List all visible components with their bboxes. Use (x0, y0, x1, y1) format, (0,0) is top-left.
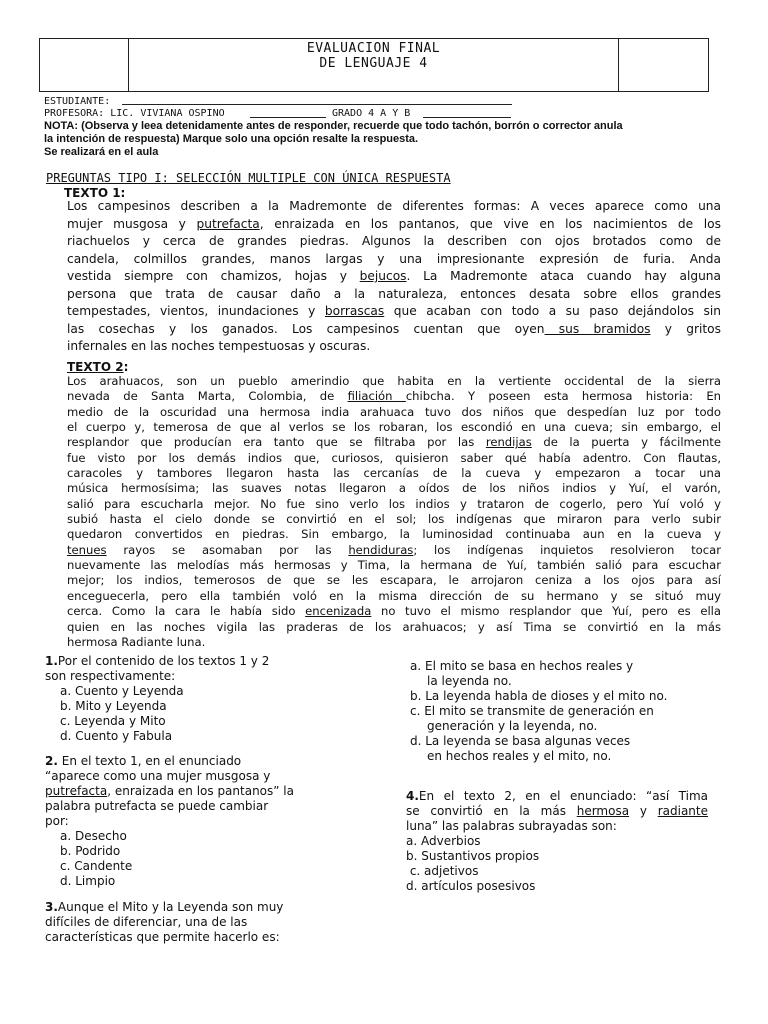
header-right-divider (618, 39, 619, 91)
texto2-line: caracoles y tambores llegaron hasta las cercanías de la cueva y empezaron a tocar una (67, 466, 721, 481)
texto2-line: enceguecerla, pero ella también voló en la misma dirección de su hermano y se situó muy (67, 588, 721, 603)
question-1 (45, 654, 375, 744)
texto2-line: hermosa Radiante luna. (67, 634, 206, 649)
question-number: 1. (45, 654, 58, 668)
texto1-line: vestida siempre con chamizos, hojas y bejucos. La Madremonte ataca cuando hay alguna (67, 269, 722, 283)
texto1-line: mujer musgosa y putrefacta, enraizada en los pantanos, que vive en los nacimientos de los (67, 216, 721, 231)
texto2-line: salió para escucharla mejor. No fue sino verlo los indios y trataron de cogerlo, pero Yuí voló y (67, 496, 721, 511)
nota-line: Se realizará en el aula (44, 146, 159, 158)
question-text: “aparece como una mujer musgosa y (45, 769, 271, 783)
underlined-word: putrefacta (45, 784, 108, 798)
underlined-word: radiante (657, 804, 708, 818)
profesora-label: PROFESORA: LIC. VIVIANA OSPINO (44, 108, 225, 119)
question-text: Aunque el Mito y la Leyenda son muy (57, 900, 284, 914)
texto2-line: Los arahuacos, son un pueblo amerindio que habita en la vertiente occidental de la sierra (67, 374, 721, 388)
estudiante-label: ESTUDIANTE: (44, 96, 111, 107)
option-b[interactable]: b. Sustantivos propios (406, 849, 540, 863)
underlined-word: bejucos (359, 269, 407, 283)
underlined-word: hendiduras (348, 542, 414, 557)
option-c[interactable]: c. Candente (60, 859, 133, 873)
question-4 (406, 789, 708, 894)
option-a[interactable]: a. Adverbios (406, 834, 481, 848)
exam-title-line1: EVALUACION FINAL (306, 41, 441, 56)
header-box (39, 38, 709, 92)
option-c[interactable]: c. El mito se transmite de generación en (410, 704, 654, 718)
option-d[interactable]: d. artículos posesivos (406, 879, 536, 893)
question-text: putrefacta, enraizada en los pantanos” la (45, 784, 294, 798)
nota-line: la intención de respuesta) Marque solo una opción resalte la respuesta. (44, 133, 419, 145)
texto1-body (67, 198, 721, 356)
texto2-line: quien en las noches vigila las praderas de los arahuacos; y así Tima se convirtió en la más (67, 619, 721, 634)
question-text: difíciles de diferenciar, una de las (45, 915, 248, 929)
section-heading-part2: : SELECCIÓN MULTIPLE CON ÚNICA RESPUESTA (161, 171, 451, 185)
question-text: En el texto 1, en el enunciado (57, 754, 242, 768)
texto2-line: resplandor que producían era tanto que se filtraba por las rendijas de la puerta y fácilmente (67, 435, 721, 450)
question-text: por: (45, 814, 69, 828)
option-a[interactable]: a. El mito se basa en hechos reales y (410, 659, 634, 673)
texto2-line: quedaron convertidos en piedras. Sin embargo, la luminosidad continuaba aun en la cueva y (67, 527, 721, 542)
texto2-line: nevada de Santa Marta, Colombia, de filiación chibcha. Y poseen esta hermosa historia: En (67, 389, 721, 404)
question-number: 3. (45, 900, 58, 914)
texto1-line: Los campesinos describen a la Madremonte de diferentes formas: A veces aparece como una (67, 199, 721, 213)
texto2-line: medio de la oscuridad una hermosa india arahuaca tuvo dos niños que despedían luz por todo (67, 404, 721, 419)
texto2-line: subió hasta el cielo donde se convirtió en el sol; los indígenas que miraron para verlo subir (67, 512, 721, 527)
nota-line: NOTA: (Observa y leea detenidamente antes de responder, recuerde que todo tachón, borrón o corrector anula (44, 120, 623, 132)
option-d[interactable]: d. Cuento y Fabula (60, 729, 173, 743)
question-text: características que permite hacerlo es: (45, 930, 280, 944)
underlined-word: hermosa (576, 804, 630, 818)
underlined-word: tenues (67, 542, 107, 557)
question-3-options (410, 659, 730, 764)
section-heading (46, 171, 451, 185)
grado-underline (423, 117, 511, 118)
exam-title-line2: DE LENGUAJE 4 (319, 56, 428, 71)
option-c[interactable]: c. Leyenda y Mito (60, 714, 166, 728)
question-text: palabra putrefacta se puede cambiar (45, 799, 269, 813)
option-b[interactable]: b. La leyenda habla de dioses y el mito no. (410, 689, 668, 703)
texto2-line: mejor; los indios, temerosos de que se les escapara, le arrojaron ceniza a los ojos para así (67, 573, 721, 588)
texto1-title: TEXTO 1: (64, 186, 126, 200)
texto2-line: fue visto por los demás indios que, curiosos, quisieron saber qué había adentro. Con flautas, (67, 450, 721, 465)
option-a[interactable]: a. Cuento y Leyenda (60, 684, 184, 698)
question-number: 4. (406, 789, 419, 803)
underlined-word: encenizada (305, 604, 372, 619)
question-2 (45, 754, 375, 889)
option-a-cont: la leyenda no. (427, 674, 512, 688)
underlined-word: putrefacta (196, 216, 260, 231)
option-c[interactable]: c. adjetivos (406, 864, 479, 878)
texto2-line: nuevamente las melodías más hermosas y Tima, la hermana de Yuí, también salió para escuchar (67, 558, 721, 573)
profesora-underline (250, 117, 326, 118)
question-text: se convirtió en la más hermosa y radiante (406, 804, 708, 818)
underlined-word: sus bramidos (544, 321, 651, 336)
texto2-title-text: TEXTO 2 (67, 360, 124, 374)
option-d-cont: en hechos reales y el mito, no. (427, 749, 612, 763)
texto1-line: tempestades, vientos, inundaciones y borrascas que acaban con todo a su paso dejándolos sin (67, 304, 721, 318)
texto1-line: candela, colmillos grandes, manos largas y una impresionante expresión de furia. Anda (67, 251, 721, 266)
option-a[interactable]: a. Desecho (60, 829, 127, 843)
nota-block (44, 120, 756, 159)
texto1-line: las cosechas y los ganados. Los campesinos cuentan que oyen sus bramidos y gritos (67, 321, 721, 336)
texto1-line: persona que trata de causar daño a la naturaleza, entonces desata sobre ellos grandes (67, 286, 721, 301)
underlined-word: borrascas (324, 304, 385, 318)
texto2-line: música hermosísima; las suaves notas llegaron a oídos de los niños indios y Yuí, el varón, (67, 481, 721, 496)
option-b[interactable]: b. Podrido (60, 844, 121, 858)
underlined-word: filiación (347, 389, 406, 404)
section-heading-part1: PREGUNTAS TIPO I (46, 171, 162, 185)
option-d[interactable]: d. Limpio (60, 874, 116, 888)
question-text: En el texto 2, en el enunciado: “así Tima (418, 789, 708, 803)
texto2-title (67, 360, 128, 374)
question-text: son respectivamente: (45, 669, 176, 683)
option-d[interactable]: d. La leyenda se basa algunas veces (410, 734, 631, 748)
question-text: luna” las palabras subrayadas son: (406, 819, 617, 833)
question-text: Por el contenido de los textos 1 y 2 (57, 654, 270, 668)
estudiante-underline (122, 104, 512, 105)
grado-label: GRADO 4 A Y B (332, 108, 411, 119)
texto2-body (67, 374, 721, 650)
question-3 (45, 900, 375, 945)
exam-title (129, 41, 618, 71)
texto1-line: infernales en las noches tempestuosas y oscuras. (67, 339, 371, 353)
option-b[interactable]: b. Mito y Leyenda (60, 699, 167, 713)
texto2-title-colon: : (123, 360, 129, 374)
texto2-line: cerca. Como la cara le había sido encenizada no tuvo el mismo resplandor que Yuí, pero es ella (67, 604, 722, 619)
texto2-line: tenues rayos se asomaban por las hendiduras; los indígenas inquietos resolvieron tocar (67, 542, 721, 557)
option-c-cont: generación y la leyenda, no. (427, 719, 598, 733)
texto1-line: riachuelos y cerca de grandes piedras. Algunos la describen con ojos brotados como de (67, 234, 721, 248)
texto2-line: el cuerpo y, temerosa de que al verlos se los robaran, los escondió en una cueva; sin embargo, el (67, 420, 721, 435)
underlined-word: rendijas (485, 435, 532, 450)
question-number: 2. (45, 754, 58, 768)
